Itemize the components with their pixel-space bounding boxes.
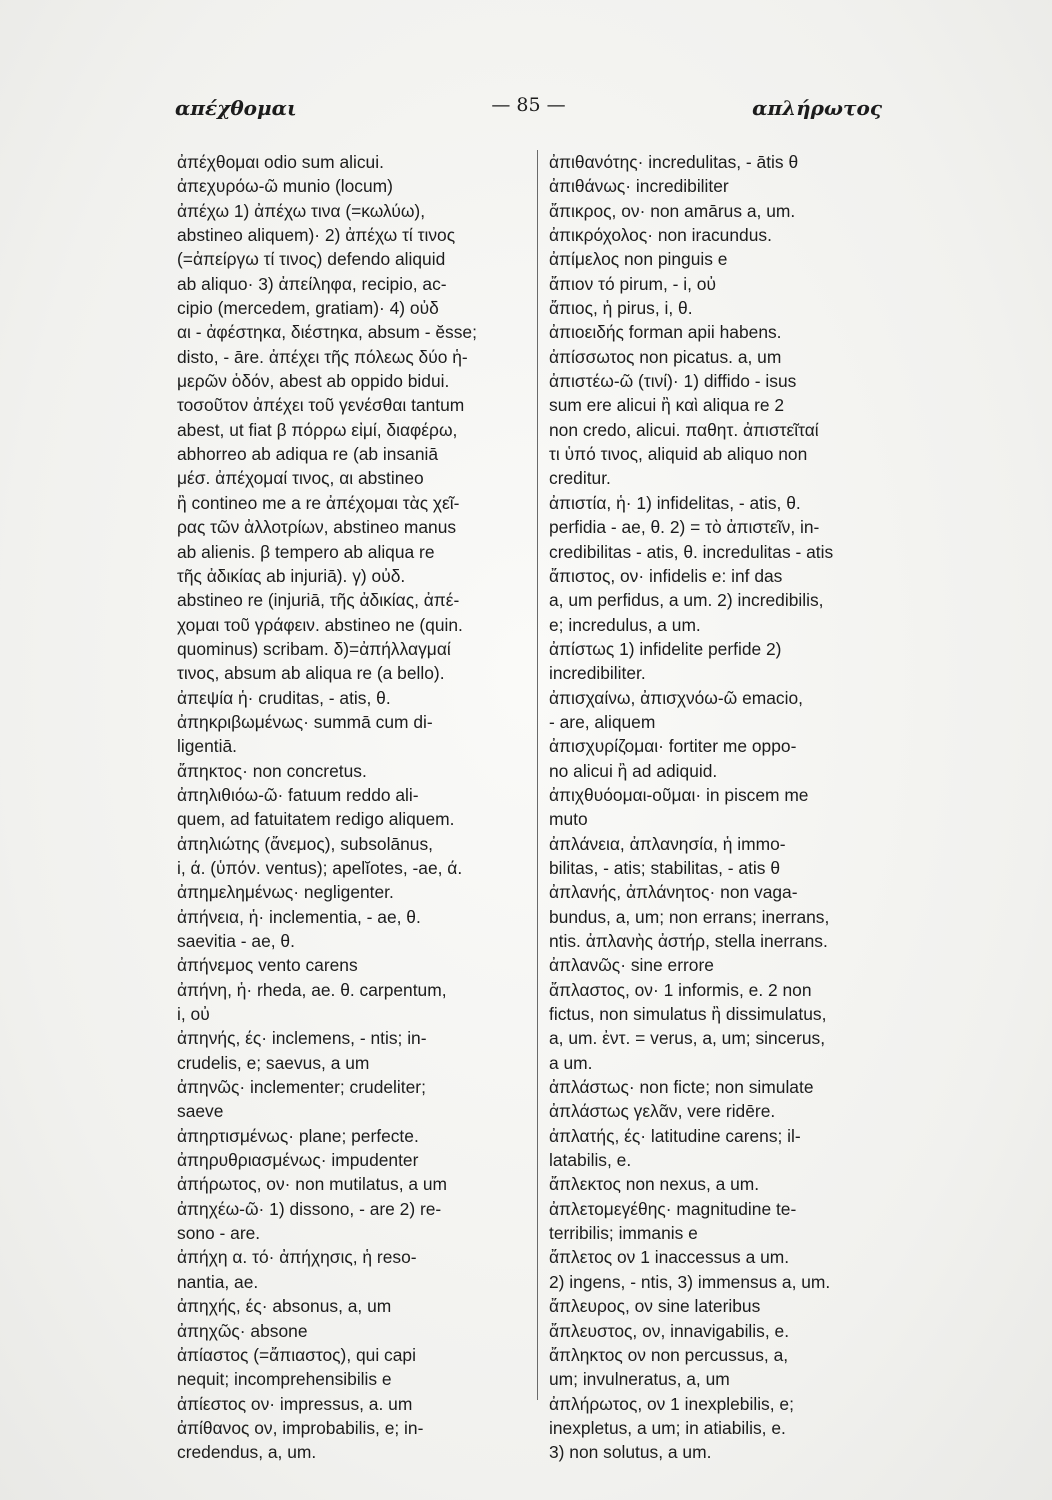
- dictionary-line: perfidia - ae, θ. 2) = τὸ ἀπιστεῖν, in-: [549, 517, 820, 538]
- dictionary-line: ἀπλατής, ές· latitudine carens; il-: [549, 1125, 801, 1146]
- dictionary-line: ἄπλευστος, ον, innavigabilis, e.: [549, 1320, 790, 1341]
- dictionary-line: ἀπίστως 1) infidelite perfide 2): [549, 638, 782, 659]
- dictionary-line: ρας τῶν ἀλλοτρίων, abstineo manus: [177, 517, 457, 538]
- dictionary-line: bundus, a, um; non errans; inerrans,: [549, 906, 830, 927]
- dictionary-line: ἄπηκτος· non concretus.: [177, 760, 367, 781]
- dictionary-line: ἀπηχῶς· absone: [177, 1320, 308, 1341]
- dictionary-line: ἢ contineo me a re ἀπέχομαι τὰς χεῖ-: [177, 492, 460, 513]
- dictionary-line: ἄπλευρος, ον sine lateribus: [549, 1296, 761, 1317]
- dictionary-line: crudelis, e; saevus, a um: [177, 1052, 370, 1073]
- dictionary-line: saeve: [177, 1101, 224, 1122]
- dictionary-line: bilitas, - atis; stabilitas, - atis θ: [549, 857, 780, 878]
- dictionary-line: disto, - āre. ἀπέχει τῆς πόλεως δύο ἡ-: [177, 346, 468, 367]
- dictionary-line: i, οὐ: [177, 1004, 210, 1025]
- dictionary-line: ἀπλάστως γελᾶν, vere ridēre.: [549, 1101, 776, 1122]
- dictionary-line: i, ά. (ὑπόν. ventus); apelĭotes, -ae, ά.: [177, 857, 463, 878]
- dictionary-line: a, um perfidus, a um. 2) incredibilis,: [549, 590, 824, 611]
- dictionary-line: ab alienis. β tempero ab aliqua re: [177, 541, 435, 562]
- dictionary-line: 3) non solutus, a um.: [549, 1442, 712, 1463]
- dictionary-line: ἀπιστία, ἡ· 1) infidelitas, - atis, θ.: [549, 492, 801, 513]
- dictionary-line: sono - are.: [177, 1223, 261, 1244]
- dictionary-line: ἀπιχθυόομαι-οῦμαι· in piscem me: [549, 784, 809, 805]
- dictionary-line: ἀπίμελος non pinguis e: [549, 249, 728, 270]
- dictionary-line: creditur.: [549, 468, 611, 489]
- dictionary-line: ἀπηλιώτης (ἄνεμος), subsolānus,: [177, 833, 434, 854]
- dictionary-line: ἀπιθάνως· incredibiliter: [549, 176, 729, 197]
- dictionary-line: ἀπήνη, ἡ· rheda, ae. θ. carpentum,: [177, 979, 447, 1000]
- dictionary-line: ἄπληκτος ον non percussus, a,: [549, 1344, 789, 1365]
- dictionary-line: ἀπηκριβωμένως· summā cum di-: [177, 711, 433, 732]
- dictionary-line: ἀπέχω 1) ἀπέχω τινα (=κωλύω),: [177, 200, 426, 221]
- dictionary-line: a, um. ἐντ. = verus, a, um; sincerus,: [549, 1028, 826, 1049]
- dictionary-line: τινος, absum ab aliqua re (a bello).: [177, 663, 445, 684]
- dictionary-line: ἀπίσσωτος non picatus. a, um: [549, 346, 782, 367]
- dictionary-line: 2) ingens, - ntis, 3) immensus a, um.: [549, 1271, 831, 1292]
- dictionary-line: ἀπεψία ἡ· cruditas, - atis, θ.: [177, 687, 391, 708]
- dictionary-line: nequit; incomprehensibilis e: [177, 1369, 392, 1390]
- dictionary-line: ἀπηνής, ές· inclemens, - ntis; in-: [177, 1028, 427, 1049]
- dictionary-line: μερῶν ὁδόν, abest ab oppido bidui.: [177, 371, 450, 392]
- dictionary-line: ἄπλαστος, ον· 1 informis, e. 2 non: [549, 979, 812, 1000]
- dictionary-line: abest, ut fiat β πόρρω εἰμί, διαφέρω,: [177, 419, 458, 440]
- dictionary-line: e; incredulus, a um.: [549, 614, 701, 635]
- dictionary-line: ἄπικρος, ον· non amārus a, um.: [549, 200, 796, 221]
- dictionary-line: ἄπιον τό pirum, - i, οὐ: [549, 273, 716, 294]
- dictionary-line: incredibiliter.: [549, 663, 646, 684]
- dictionary-line: ἀπηχέω-ῶ· 1) dissono, - are 2) re-: [177, 1198, 442, 1219]
- dictionary-line: ἀπίθανος ον, improbabilis, e; in-: [177, 1417, 424, 1438]
- dictionary-line: saevitia - ae, θ.: [177, 931, 295, 951]
- dictionary-line: terribilis; immanis e: [549, 1223, 698, 1244]
- dictionary-line: cipio (mercedem, gratiam)· 4) οὐδ: [177, 298, 439, 319]
- right-column: [549, 150, 919, 1465]
- dictionary-line: ἀπιθανότης· incredulitas, - ātis θ: [549, 152, 799, 172]
- dictionary-line: ἀπλήρωτος, ον 1 inexplebilis, e;: [549, 1393, 794, 1414]
- dictionary-line: ἀπημελημένως· negligenter.: [177, 882, 394, 903]
- dictionary-line: ἄπλετος ον 1 inaccessus a um.: [549, 1247, 790, 1268]
- dictionary-line: τοσοῦτον ἀπέχει τοῦ γενέσθαι tantum: [177, 395, 465, 416]
- left-column: [177, 150, 541, 1465]
- dictionary-line: latabilis, e.: [549, 1150, 632, 1171]
- dictionary-line: ἀπηρτισμένως· plane; perfecte.: [177, 1125, 419, 1146]
- dictionary-line: (=ἀπείργω τί τινος) defendo aliquid: [177, 249, 446, 270]
- dictionary-line: ἀπλάνεια, ἀπλανησία, ἡ immo-: [549, 833, 786, 854]
- dictionary-line: abhorreo ab adiqua re (ab insaniā: [177, 444, 439, 465]
- dictionary-line: quem, ad fatuitatem redigo aliquem.: [177, 809, 455, 830]
- dictionary-line: fictus, non simulatus ἢ dissimulatus,: [549, 1004, 827, 1025]
- dictionary-line: ἀπήνεμος vento carens: [177, 955, 358, 976]
- dictionary-line: ἄπλεκτος non nexus, a um.: [549, 1174, 760, 1195]
- dictionary-line: αι - ἀφέστηκα, διέστηκα, absum - ĕsse;: [177, 322, 477, 343]
- dictionary-line: ἀπιοειδής forman apii habens.: [549, 322, 782, 343]
- dictionary-line: ἀπίαστος (=ἄπιαστος), qui capi: [177, 1344, 416, 1365]
- dictionary-line: credibilitas - atis, θ. incredulitas - atis: [549, 541, 834, 562]
- dictionary-line: ἀπέχθομαι odio sum alicui.: [177, 152, 384, 172]
- dictionary-line: um; invulneratus, a, um: [549, 1369, 730, 1390]
- dictionary-line: ἀπλανής, ἀπλάνητος· non vaga-: [549, 882, 798, 903]
- dictionary-line: abstineo aliquem)· 2) ἀπέχω τί τινος: [177, 225, 456, 246]
- dictionary-line: χομαι τοῦ γράφειν. abstineo ne (quin.: [177, 614, 463, 635]
- column-divider: [537, 150, 538, 1400]
- dictionary-line: ab aliquo· 3) ἀπείληφα, recipio, ac-: [177, 273, 447, 294]
- header-left-word: απέχθομαι: [175, 96, 297, 120]
- dictionary-line: sum ere alicui ἢ καὶ aliqua re 2: [549, 395, 785, 416]
- dictionary-line: credendus, a, um.: [177, 1442, 317, 1463]
- dictionary-line: quominus) scribam. δ)=ἀπήλλαγμαί: [177, 638, 451, 659]
- dictionary-line: ntis. ἀπλανὴς ἀστήρ, stella inerrans.: [549, 931, 828, 951]
- dictionary-line: abstineo re (injuriā, τῆς ἀδικίας, ἀπέ-: [177, 590, 460, 611]
- page-header: [175, 92, 882, 126]
- dictionary-line: - are, aliquem: [549, 711, 656, 732]
- dictionary-line: ἀπλάστως· non ficte; non simulate: [549, 1077, 814, 1098]
- dictionary-line: ἀπηνῶς· inclementer; crudeliter;: [177, 1077, 426, 1098]
- dictionary-line: nantia, ae.: [177, 1271, 259, 1292]
- dictionary-line: μέσ. ἀπέχομαί τινος, αι abstineo: [177, 468, 424, 489]
- dictionary-line: ἄπιος, ἡ pirus, i, θ.: [549, 298, 693, 319]
- dictionary-line: ἀπισχυρίζομαι· fortiter me oppo-: [549, 736, 797, 757]
- dictionary-line: ἀπικρόχολος· non iracundus.: [549, 225, 772, 246]
- dictionary-line: ἀπήχη α. τό· ἀπήχησις, ἡ reso-: [177, 1247, 417, 1268]
- dictionary-line: ἀπηλιθιόω-ῶ· fatuum reddo ali-: [177, 784, 419, 805]
- dictionary-line: ἀπλανῶς· sine errore: [549, 955, 714, 976]
- dictionary-line: ligentiā.: [177, 736, 237, 757]
- dictionary-line: ἄπιστος, ον· infidelis e: inf das: [549, 565, 783, 586]
- dictionary-line: non credo, alicui. παθητ. ἀπιστεῖταί: [549, 419, 819, 440]
- dictionary-line: ἀπίεστος ον· impressus, a. um: [177, 1393, 413, 1414]
- dictionary-line: ἀπισχαίνω, ἀπισχνόω-ῶ emacio,: [549, 687, 803, 708]
- dictionary-line: ἀπλετομεγέθης· magnitudine te-: [549, 1198, 797, 1219]
- dictionary-line: a um.: [549, 1052, 593, 1073]
- page-number: — 85 —: [491, 94, 566, 116]
- dictionary-line: muto: [549, 809, 588, 830]
- dictionary-line: ἀπηρυθριασμένως· impudenter: [177, 1150, 419, 1171]
- dictionary-line: τι ὑπό τινος, aliquid ab aliquo non: [549, 444, 808, 465]
- dictionary-line: no alicui ἢ ad adiquid.: [549, 760, 718, 781]
- dictionary-line: inexpletus, a um; in atiabilis, e.: [549, 1417, 786, 1438]
- dictionary-line: τῆς ἀδικίας ab injuriā). γ) οὐδ.: [177, 565, 406, 586]
- dictionary-line: ἀπήνεια, ἡ· inclementia, - ae, θ.: [177, 906, 421, 927]
- dictionary-line: ἀπήρωτος, ον· non mutilatus, a um: [177, 1174, 448, 1195]
- header-right-word: απλήρωτος: [752, 96, 882, 120]
- dictionary-line: ἀπεχυρόω-ῶ munio (locum): [177, 176, 393, 197]
- dictionary-line: ἀπιστέω-ῶ (τινί)· 1) diffido - isus: [549, 371, 797, 392]
- dictionary-line: ἀπηχής, ές· absonus, a, um: [177, 1296, 392, 1317]
